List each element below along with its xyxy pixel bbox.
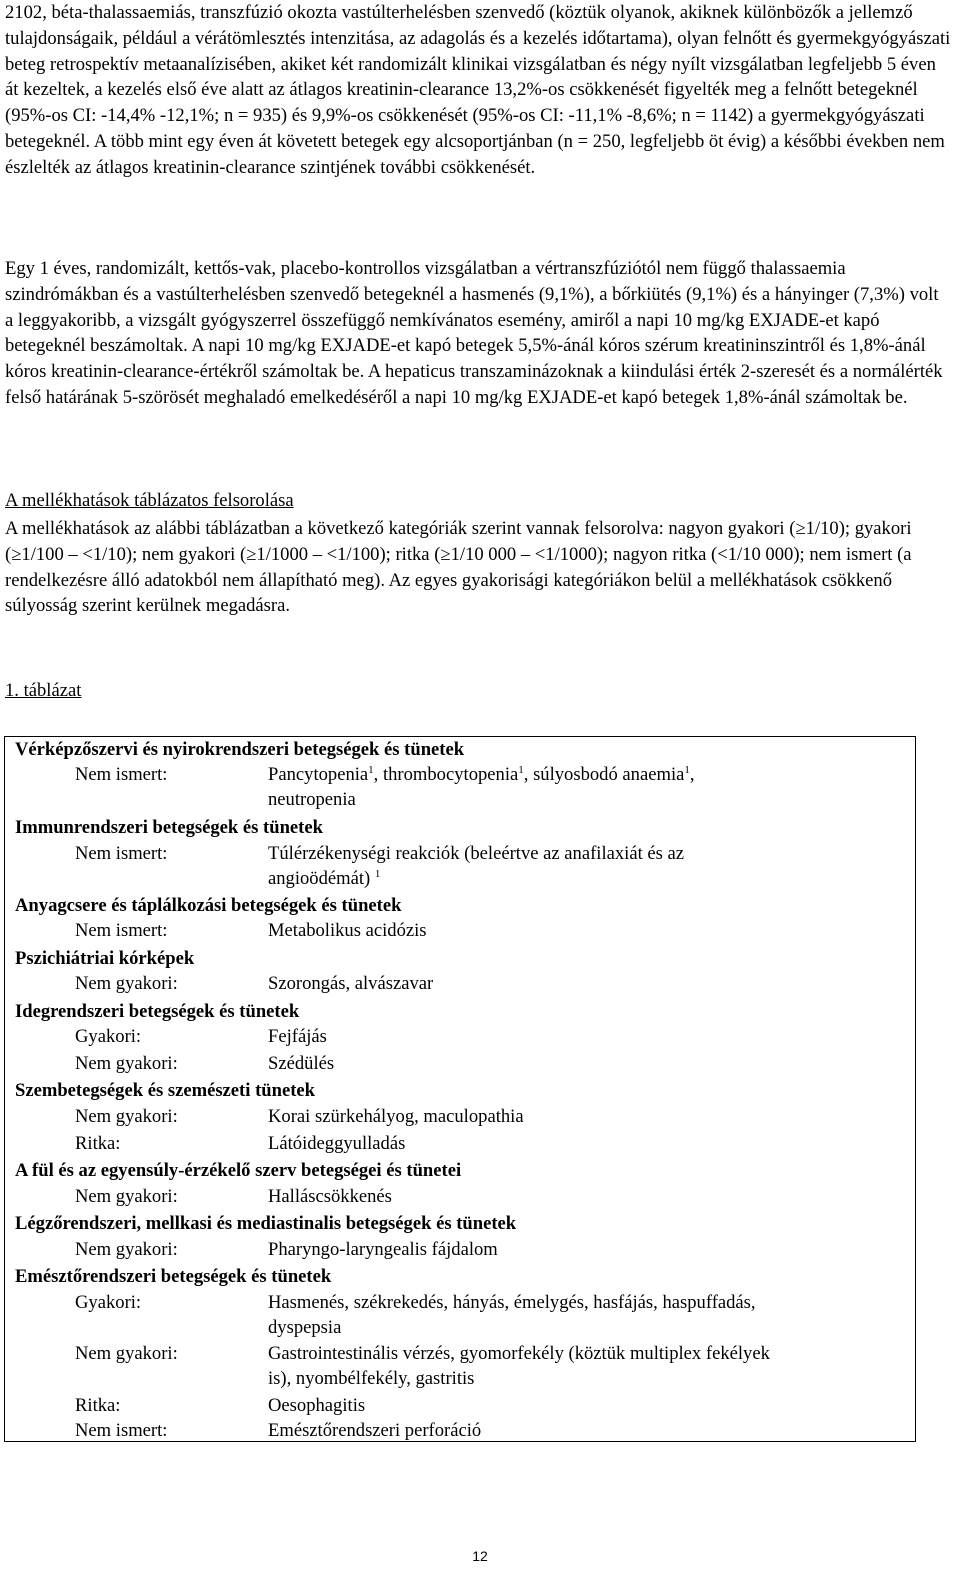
reaction-term: Túlérzékenységi reakciók (beleértve az anafilaxiát és az bbox=[268, 843, 685, 864]
table-section-heading: Anyagcsere és táplálkozási betegségek és tünetek bbox=[15, 895, 402, 916]
page-number: 12 bbox=[472, 1548, 488, 1564]
reaction-term: Pharyngo-laryngealis fájdalom bbox=[268, 1239, 498, 1260]
reaction-term: Gastrointestinális vérzés, gyomorfekély (köztük multiplex fekélyek bbox=[268, 1343, 770, 1364]
frequency-label: Nem ismert: bbox=[75, 920, 168, 941]
reaction-term: dyspepsia bbox=[268, 1317, 342, 1338]
section-heading-tabular-list: A mellékhatások táblázatos felsorolása bbox=[5, 490, 294, 511]
reaction-term: Szorongás, alvászavar bbox=[268, 973, 434, 994]
paragraph-frequency-categories: A mellékhatások az alábbi táblázatban a következő kategóriák szerint vannak felsorolva: nagyon gyakori (≥1/10); gyakori (≥1/100 – <1/10); nem gyakori (≥1/1000 – <1/100); ritka (≥1/10 000 – <1/1000); nagyon ritka (<1/10 000); nem ismert (a rendelkezésre álló adatokból nem állapítható meg). Az egyes gyakorisági kategóriákon belül a mellékhatások csökkenő súlyosság szerint kerülnek megadásra. bbox=[5, 518, 912, 617]
reaction-term: Látóideggyulladás bbox=[268, 1133, 406, 1154]
table-section-heading: Pszichiátriai kórképek bbox=[15, 948, 195, 969]
frequency-label: Nem ismert: bbox=[75, 843, 168, 864]
frequency-label: Nem gyakori: bbox=[75, 1239, 178, 1260]
reaction-term: Metabolikus acidózis bbox=[268, 920, 427, 941]
table-section-heading: Szembetegségek és szemészeti tünetek bbox=[15, 1080, 315, 1101]
frequency-label: Gyakori: bbox=[75, 1292, 142, 1313]
reaction-term: Fejfájás bbox=[268, 1026, 327, 1047]
table-section-heading: A fül és az egyensúly-érzékelő szerv betegségei és tünetei bbox=[15, 1160, 462, 1181]
reaction-term: angioödémát) $^1$ bbox=[268, 867, 381, 889]
reaction-term: Szédülés bbox=[268, 1053, 335, 1074]
frequency-label: Nem gyakori: bbox=[75, 1053, 178, 1074]
table-section-heading: Idegrendszeri betegségek és tünetek bbox=[15, 1001, 300, 1022]
reaction-term: is), nyombélfekély, gastritis bbox=[268, 1368, 475, 1389]
paragraph-placebo-study: Egy 1 éves, randomizált, kettős-vak, placebo-kontrollos vizsgálatban a vértranszfúziótól nem függő thalassaemia szindrómákban és a vastúlterhelésben szenvedő betegeknél a hasmenés (9,1%), a bőrkiütés (9,1%) és a hányinger (7,3%) volt a leggyakoribb, a vizsgált gyógyszerrel összefüggő nemkívánatos esemény, amiről a napi 10 mg/kg EXJADE-et kapó betegeknél beszámoltak. A napi 10 mg/kg EXJADE-et kapó betegek 5,5%-ánál kóros szérum kreatininszintről és 1,8%-ánál kóros kreatinin-clearance-értékről számoltak be. A hepaticus transzaminázoknak a kiindulási érték 2-szeresét és a normálérték felső határának 5-szörösét meghaladó emelkedéséről a napi 10 mg/kg EXJADE-et kapó betegek 1,8%-ánál számoltak be. bbox=[5, 258, 943, 408]
table-section-heading: Immunrendszeri betegségek és tünetek bbox=[15, 817, 323, 838]
reaction-term: Korai szürkehályog, maculopathia bbox=[268, 1106, 524, 1127]
frequency-label: Nem gyakori: bbox=[75, 1343, 178, 1364]
reaction-term: neutropenia bbox=[268, 789, 356, 810]
frequency-label: Ritka: bbox=[75, 1133, 121, 1154]
reaction-term: Emésztőrendszeri perforáció bbox=[268, 1420, 482, 1441]
frequency-label: Nem ismert: bbox=[75, 764, 168, 785]
table-section-heading: Vérképzőszervi és nyirokrendszeri betegségek és tünetek bbox=[15, 739, 465, 760]
frequency-label: Nem gyakori: bbox=[75, 1186, 178, 1207]
frequency-label: Nem gyakori: bbox=[75, 973, 178, 994]
table-section-heading: Légzőrendszeri, mellkasi és mediastinalis betegségek és tünetek bbox=[15, 1213, 517, 1234]
reaction-term: Halláscsökkenés bbox=[268, 1186, 392, 1207]
reaction-term: Pancytopenia$^1$, thrombocytopenia$^1$, súlyosbodó anaemia$^1$, bbox=[268, 763, 695, 785]
frequency-label: Ritka: bbox=[75, 1395, 121, 1416]
reaction-term: Hasmenés, székrekedés, hányás, émelygés, hasfájás, haspuffadás, bbox=[268, 1292, 756, 1313]
frequency-label: Gyakori: bbox=[75, 1026, 142, 1047]
frequency-label: Nem gyakori: bbox=[75, 1106, 178, 1127]
table-caption: 1. táblázat bbox=[5, 680, 82, 701]
frequency-label: Nem ismert: bbox=[75, 1420, 168, 1441]
paragraph-metaanalysis: 2102, béta-thalassaemiás, transzfúzió okozta vastúlterhelésben szenvedő (köztük olyanok, akiknek különbözők a jellemző tulajdonságaik, például a vérátömlesztés intenzitása, az adagolás és a kezelés időtartama), olyan felnőtt és gyermekgyógyászati beteg retrospektív metaanalízisében, akiket két randomizált klinikai vizsgálatban és négy nyílt vizsgálatban legfeljebb 5 éven át kezeltek, a kezelés első éve alatt az átlagos kreatinin-clearance 13,2%-os csökkenését figyelték meg a felnőtt betegeknél (95%-os CI: -14,4% -12,1%; n = 935) és 9,9%-os csökkenését (95%-os CI: -11,1% -8,6%; n = 1142) a gyermekgyógyászati betegeknél. A több mint egy éven át követett betegek egy alcsoportjánban (n = 250, legfeljebb öt évig) a későbbi években nem észlelték az átlagos kreatinin-clearance szintjének további csökkenését. bbox=[5, 2, 951, 178]
table-section-heading: Emésztőrendszeri betegségek és tünetek bbox=[15, 1266, 332, 1287]
reaction-term: Oesophagitis bbox=[268, 1395, 366, 1416]
adverse-reactions-table bbox=[4, 736, 916, 1442]
